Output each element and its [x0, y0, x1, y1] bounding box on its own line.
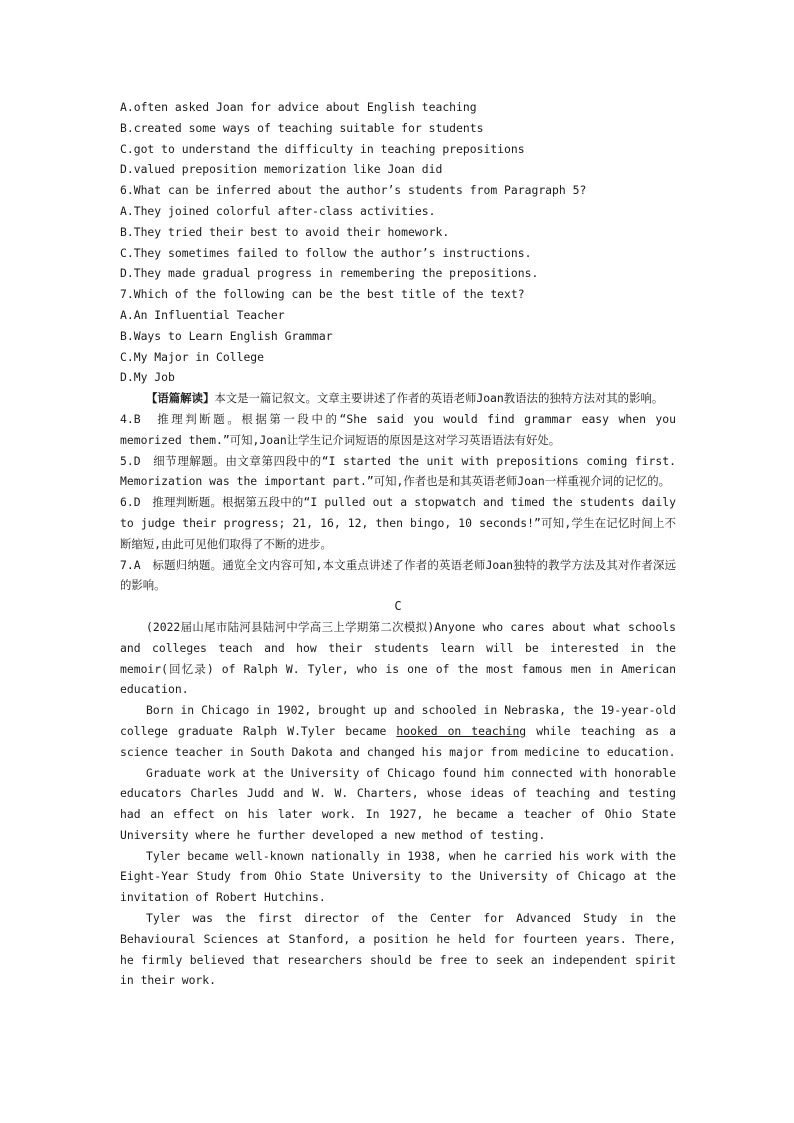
option-q5-d: D.valued preposition memorization like Joan did: [120, 162, 443, 177]
option-q6-c: C.They sometimes failed to follow the author’s instructions.: [120, 245, 532, 260]
passage-paragraph-3: Graduate work at the University of Chicago found him connected with honorable educators Charles Judd and W. W. Charters, whose ideas of teaching and testing had an effect on his later work. In 1927, he became a teacher of Ohio State University where he further developed a new method of testing.: [120, 765, 676, 842]
option-q5-c: C.got to understand the difficulty in teaching prepositions: [120, 141, 525, 156]
analysis-tag: 【语篇解读】: [146, 391, 215, 406]
option-q5-a: A.often asked Joan for advice about English teaching: [120, 100, 477, 114]
passage-analysis: [120, 388, 676, 409]
section-heading: C: [394, 599, 402, 614]
answer-4: 4.B 推理判断题。根据第一段中的“She said you would find grammar easy when you memorized them.”可知,Joan让学生记介词短语的原因是这对学习英语语法有好处。: [120, 411, 676, 447]
paragraph-2-text-start: Born in Chicago in 1902, brought up and schooled in Nebraska, the 19-year-old college graduate Ralph W.Tyler became: [120, 703, 676, 738]
answer-6: 6.D 推理判断题。根据第五段中的“I pulled out a stopwatch and timed the students daily to judge their progress; 21, 16, 12, then bingo, 10 seconds!”可知,学生在记忆时间上不断缩短,由此可见他们取得了不断的进步。: [120, 495, 676, 551]
passage-paragraph-5: Tyler was the first director of the Center for Advanced Study in the Behavioural Sciences at Stanford, a position he held for fourteen years. There, he firmly believed that researchers should be free to seek an independent spirit in their work.: [120, 911, 676, 988]
option-q6-d: D.They made gradual progress in remembering the prepositions.: [120, 266, 539, 281]
analysis-text: 本文是一篇记叙文。文章主要讲述了作者的英语老师Joan教语法的独特方法对其的影响。: [214, 391, 664, 406]
passage-paragraph-4: Tyler became well-known nationally in 1938, when he carried his work with the Eight-Year Study from Ohio State University to the University of Chicago at the invitation of Robert Hutchins.: [120, 848, 676, 905]
option-q7-d: D.My Job: [120, 370, 175, 385]
paragraph-2-text-end: while teaching as a science teacher in South Dakota and changed his major from medicine to education.: [120, 723, 676, 759]
option-q7-a: A.An Influential Teacher: [120, 307, 285, 322]
question-6-stem: 6.What can be inferred about the author’s students from Paragraph 5?: [120, 183, 587, 198]
option-q5-b: B.created some ways of teaching suitable for students: [120, 120, 484, 135]
document-page: [120, 97, 676, 991]
passage-paragraph-2: [120, 700, 676, 762]
answer-5: 5.D 细节理解题。由文章第四段中的“I started the unit with prepositions coming first. Memorization was the important part.”可知,作者也是和其英语老师Joan一样重视介词的记忆的。: [120, 453, 676, 489]
option-q7-b: B.Ways to Learn English Grammar: [120, 328, 333, 343]
option-q6-a: A.They joined colorful after-class activities.: [120, 203, 436, 218]
option-q7-c: C.My Major in College: [120, 349, 265, 364]
underlined-phrase: hooked on teaching: [396, 723, 527, 738]
option-q6-b: B.They tried their best to avoid their homework.: [120, 224, 450, 239]
passage-paragraph-1: (2022届山尾市陆河县陆河中学高三上学期第二次模拟)Anyone who cares about what schools and colleges teach and how their students learn will be interested in the memoir(回忆录) of Ralph W. Tyler, who is one of the most famous men in American education.: [120, 619, 676, 697]
question-7-stem: 7.Which of the following can be the best title of the text?: [120, 287, 525, 302]
answer-7: 7.A 标题归纳题。通览全文内容可知,本文重点讲述了作者的英语老师Joan独特的教学方法及其对作者深远的影响。: [120, 557, 676, 593]
